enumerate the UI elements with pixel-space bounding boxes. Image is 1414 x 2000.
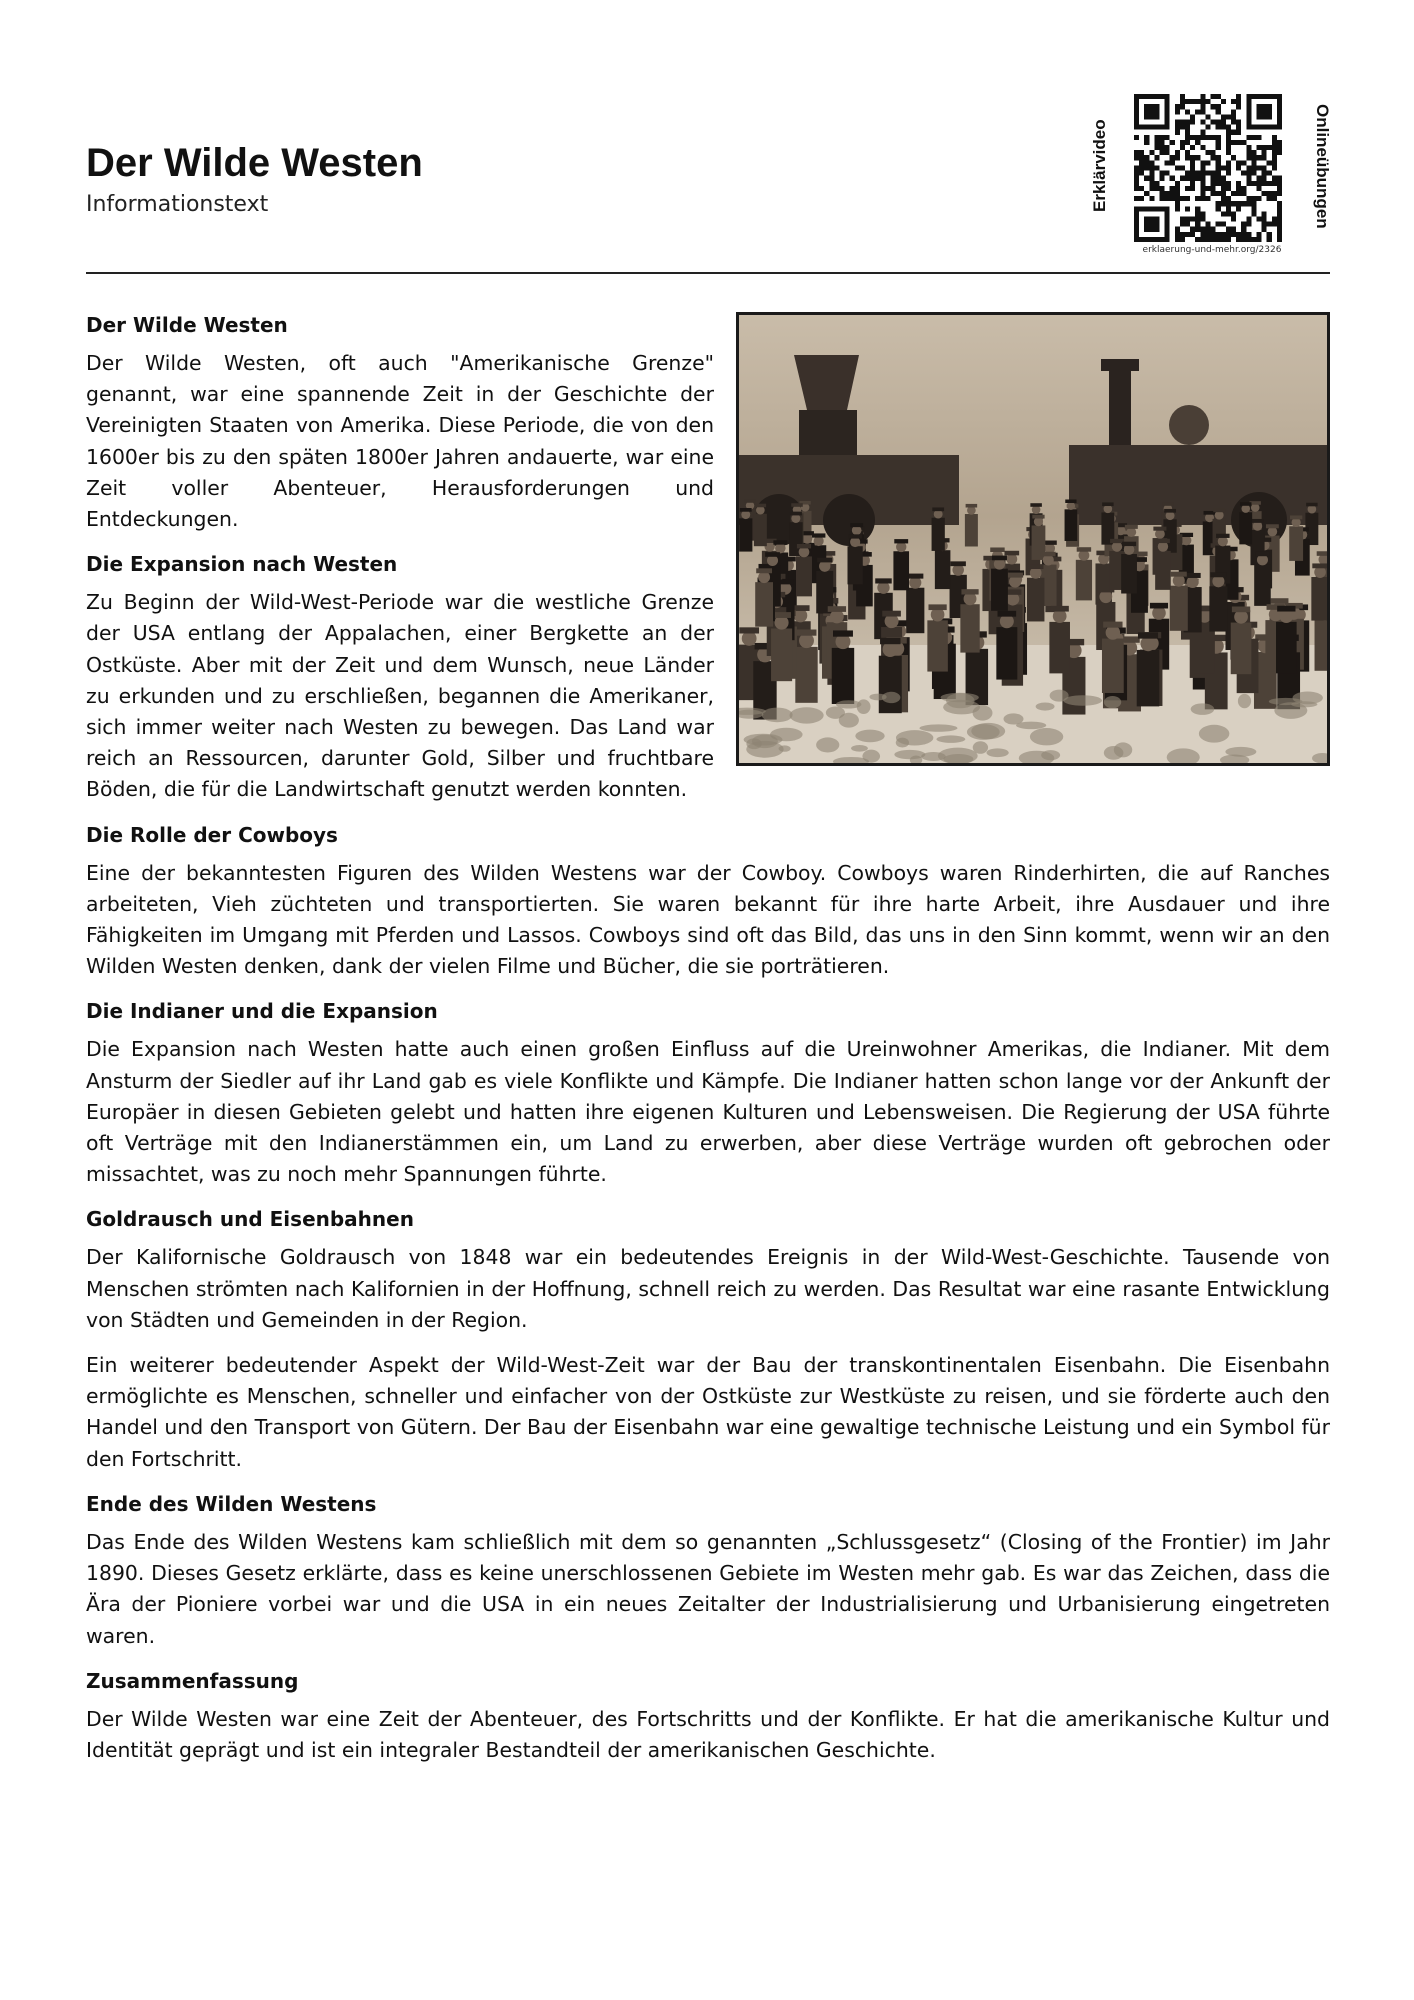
qr-right-label: Onlineübungen [1313, 104, 1332, 229]
document-title: Der Wilde Westen [86, 141, 423, 185]
section-heading: Die Rolle der Cowboys [86, 822, 338, 847]
railroad-photo-image [739, 315, 1327, 763]
section-paragraph: Der Wilde Westen war eine Zeit der Abenteuer, des Fortschritts und der Konflikte. Er hat die amerikanische Kultur und Identität geprägt und ist ein integraler Bestandteil der amerikanischen Geschichte. [86, 1706, 1330, 1762]
section-2 [86, 820, 1330, 983]
section-paragraph: Die Expansion nach Westen hatte auch einen großen Einfluss auf die Ureinwohner Amerikas, die Indianer. Mit dem Ansturm der Siedler auf ihr Land gab es viele Konflikte und Kämpfe. Die Indianer hatten schon lange vor der Ankunft der Europäer in diesen Gebieten gelebt und hatten ihre eigenen Kulturen und Lebensweisen. Die Regierung der USA führte oft Verträge mit den Indianerstämmen ein, um Land zu erwerben, aber diese Verträge wurden oft gebrochen oder missachtet, was zu noch mehr Spannungen führte. [86, 1037, 1330, 1187]
section-heading: Die Expansion nach Westen [86, 552, 398, 577]
document-header [86, 140, 423, 220]
document-subtitle: Informationstext [86, 192, 269, 217]
qr-url[interactable]: erklaerung-und-mehr.org/2326 [1142, 245, 1282, 255]
header-divider [86, 272, 1330, 274]
document-body [86, 310, 1330, 1780]
railroad-photo [736, 312, 1330, 766]
section-3 [86, 996, 1330, 1190]
section-paragraph: Der Kalifornische Goldrausch von 1848 war ein bedeutendes Ereignis in der Wild-West-Geschichte. Tausende von Menschen strömten nach Kalifornien in der Hoffnung, schnell reich zu werden. Das Resultat war eine rasante Entwicklung von Städten und Gemeinden in der Region. [86, 1245, 1330, 1332]
section-paragraph: Zu Beginn der Wild-West-Periode war die westliche Grenze der USA entlang der Appalachen, einer Bergkette an der Ostküste. Aber mit der Zeit und dem Wunsch, neue Länder zu erkunden und zu erschließen, begannen die Amerikaner, sich immer weiter nach Westen zu bewegen. Das Land war reich an Ressourcen, darunter Gold, Silber und fruchtbare Böden, die für die Landwirtschaft genutzt werden konnten. [86, 590, 714, 802]
section-paragraph: Eine der bekanntesten Figuren des Wilden Westens war der Cowboy. Cowboys waren Rinderhirten, die auf Ranches arbeiteten, Vieh züchteten und transportierten. Sie waren bekannt für ihre harte Arbeit, ihre Ausdauer und ihre Fähigkeiten im Umgang mit Pferden und Lassos. Cowboys sind oft das Bild, das uns in den Sinn kommt, wenn wir an den Wilden Westen denken, dank der vielen Filme und Bücher, die sie porträtieren. [86, 860, 1330, 979]
section-heading: Ende des Wilden Westens [86, 1491, 377, 1516]
section-paragraph: Ein weiterer bedeutender Aspekt der Wild-West-Zeit war der Bau der transkontinentalen Eisenbahn. Die Eisenbahn ermöglichte es Menschen, schneller und einfacher von der Ostküste zur Westküste zu reisen, und sie förderte auch den Handel und den Transport von Gütern. Der Bau der Eisenbahn war eine gewaltige technische Leistung und ein Symbol für den Fortschritt. [86, 1353, 1330, 1471]
section-heading: Zusammenfassung [86, 1668, 299, 1693]
section-heading: Goldrausch und Eisenbahnen [86, 1207, 414, 1232]
section-6 [86, 1666, 1330, 1766]
section-paragraph: Das Ende des Wilden Westens kam schließlich mit dem so genannten „Schlussgesetz“ (Closing of the Frontier) im Jahr 1890. Dieses Gesetz erklärte, dass es keine unerschlossenen Gebiete im Westen mehr gab. Es war das Zeichen, dass die Ära der Pioniere vorbei war und die USA in ein neues Zeitalter der Industrialisierung und Urbanisierung eingetreten waren. [86, 1529, 1330, 1648]
qr-left-label: Erklärvideo [1090, 119, 1109, 212]
section-paragraph: Der Wilde Westen, oft auch "Amerikanische Grenze" genannt, war eine spannende Zeit in der Geschichte der Vereinigten Staaten von Amerika. Diese Periode, die von den 1600er bis zu den späten 1800er Jahren andauerte, war eine Zeit voller Abenteuer, Herausforderungen und Entdeckungen. [86, 351, 714, 532]
qr-block[interactable] [1090, 92, 1332, 258]
section-heading: Die Indianer und die Expansion [86, 999, 438, 1024]
section-5 [86, 1489, 1330, 1652]
section-heading: Der Wilde Westen [86, 313, 288, 337]
section-4 [86, 1204, 1330, 1474]
qr-code-icon[interactable] [1134, 94, 1282, 242]
